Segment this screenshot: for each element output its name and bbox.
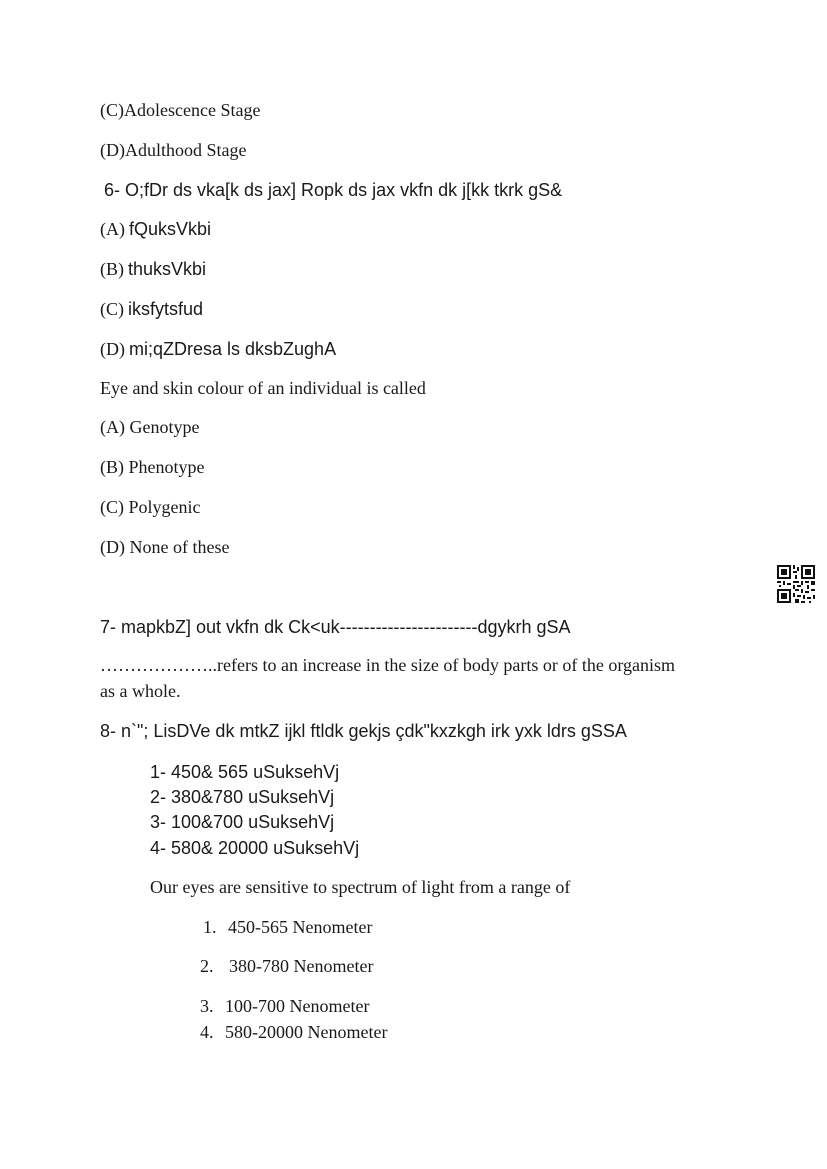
q6-english-option: (C) Polygenic bbox=[100, 497, 201, 517]
q6-english-option: (A) Genotype bbox=[100, 417, 200, 437]
option-label: (C) bbox=[100, 299, 124, 319]
q5-option-c: (C)Adolescence Stage bbox=[100, 100, 261, 120]
qr-code-icon bbox=[777, 565, 815, 603]
q8-hindi-option: 2- 380&780 uSuksehVj bbox=[150, 787, 335, 807]
q6-hindi-option bbox=[100, 220, 211, 239]
option-label: (D) bbox=[100, 339, 125, 359]
option-text: thuksVkbi bbox=[128, 259, 207, 279]
q5-option-d: (D)Adulthood Stage bbox=[100, 140, 247, 160]
q6-hindi-question: 6- O;fDr ds vka[k ds jax] Ropk ds jax vkfn dk j[kk tkrk gS& bbox=[104, 180, 563, 200]
q8-english-option bbox=[200, 1023, 387, 1041]
option-text: iksfytsfud bbox=[128, 299, 204, 319]
q6-english-option: (D) None of these bbox=[100, 537, 230, 557]
q8-hindi-question: 8- n`"; LisDVe dk mtkZ ijkl ftldk gekjs çdk"kxzkgh irk yxk ldrs gSSA bbox=[100, 721, 627, 741]
q6-hindi-option bbox=[100, 300, 203, 319]
q8-hindi-option: 3- 100&700 uSuksehVj bbox=[150, 812, 335, 832]
q6-hindi-option bbox=[100, 260, 206, 279]
q8-hindi-option: 4- 580& 20000 uSuksehVj bbox=[150, 838, 360, 858]
q8-hindi-option: 1- 450& 565 uSuksehVj bbox=[150, 762, 340, 782]
option-text: 380-780 Nenometer bbox=[229, 956, 374, 976]
option-label: (A) bbox=[100, 219, 125, 239]
option-number: 1. bbox=[203, 917, 217, 937]
option-number: 3. bbox=[200, 996, 214, 1016]
option-number: 4. bbox=[200, 1022, 214, 1042]
q8-english-question: Our eyes are sensitive to spectrum of light from a range of bbox=[150, 877, 571, 897]
q6-hindi-option bbox=[100, 340, 336, 359]
option-text: mi;qZDresa ls dksbZughA bbox=[129, 339, 337, 359]
q7-english-line: as a whole. bbox=[100, 681, 181, 701]
option-number: 2. bbox=[200, 956, 214, 976]
option-text: 580-20000 Nenometer bbox=[225, 1022, 388, 1042]
q8-english-option bbox=[203, 918, 372, 936]
option-text: 100-700 Nenometer bbox=[225, 996, 370, 1016]
q6-english-option: (B) Phenotype bbox=[100, 457, 205, 477]
q8-english-option bbox=[200, 997, 369, 1015]
q8-english-option bbox=[200, 957, 373, 975]
option-text: 450-565 Nenometer bbox=[228, 917, 373, 937]
option-label: (B) bbox=[100, 259, 124, 279]
q7-english-line: ………………..refers to an increase in the size of body parts or of the organism bbox=[100, 655, 676, 675]
option-text: fQuksVkbi bbox=[129, 219, 212, 239]
q7-hindi-question: 7- mapkbZ] out vkfn dk Ck<uk-----------------------dgykrh gSA bbox=[100, 617, 571, 637]
q6-english-question: Eye and skin colour of an individual is called bbox=[100, 378, 426, 398]
